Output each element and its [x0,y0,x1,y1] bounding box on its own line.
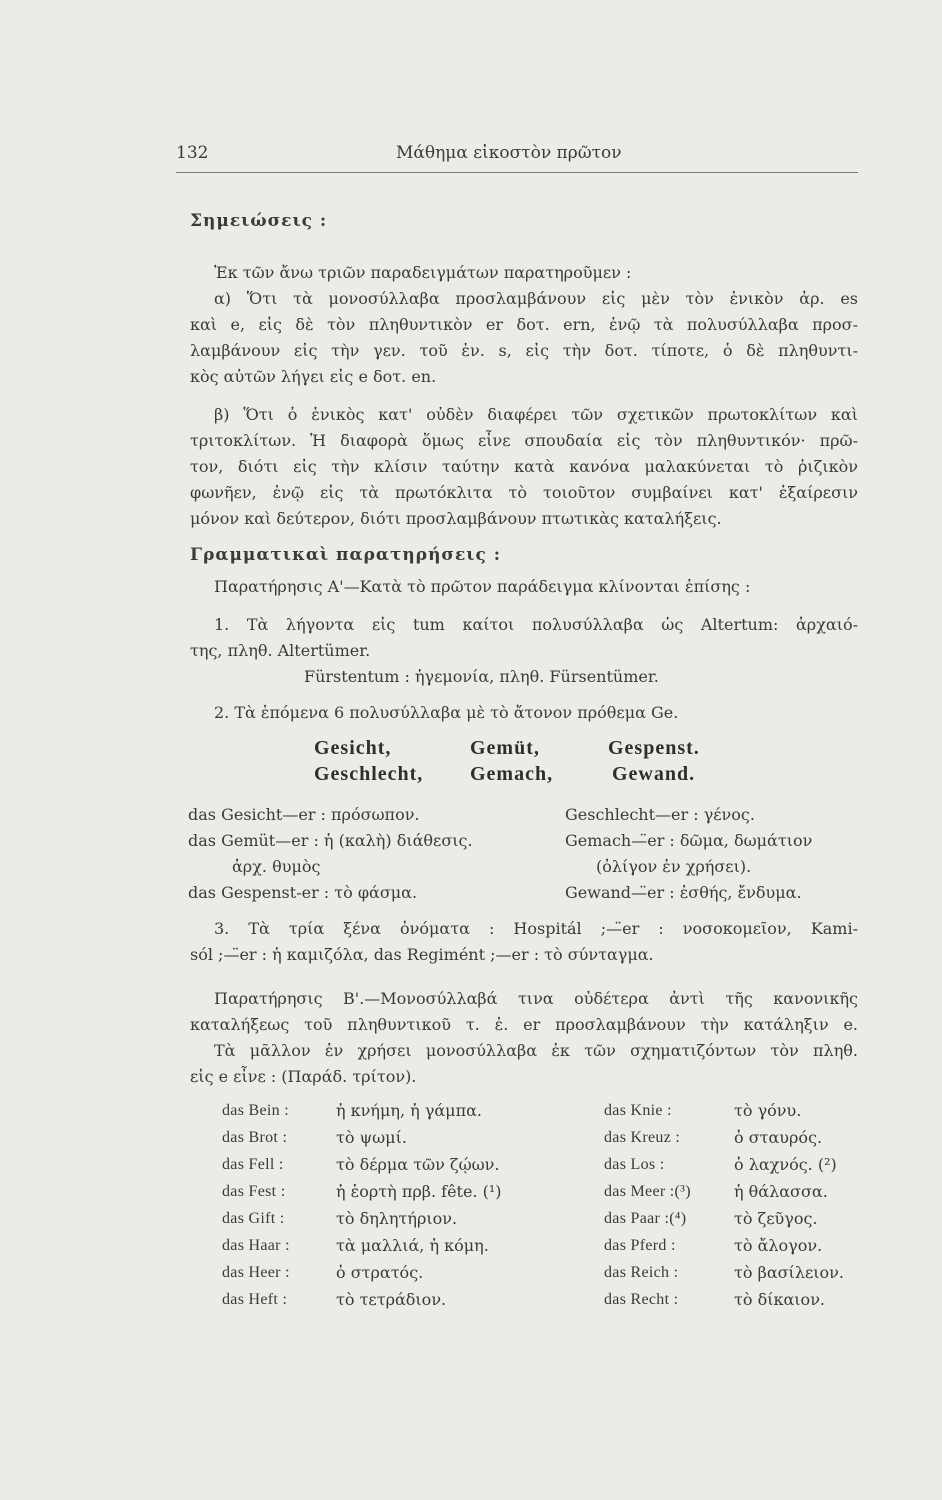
vocab-right-meaning: ὁ σταυρός. [734,1128,823,1147]
ge-word: Geschlecht, [314,763,424,785]
page-number: 132 [176,143,209,163]
vocab-left-word: das Gift : [222,1210,285,1227]
notes-heading: Σημειώσεις : [190,211,328,231]
vocab-left-word: das Heft : [222,1291,288,1308]
vocab-left-word: das Fest : [222,1183,286,1200]
vocab-right-word: das Recht : [604,1291,679,1308]
observation-b-line: Τὰ μᾶλλον ἐν χρήσει μονοσύλλαβα ἐκ τῶν σχηματιζόντων τὸν πληθ. [214,1041,858,1060]
note-a-line: κὸς αὐτῶν λήγει εἰς e δοτ. en. [190,367,437,386]
observation-b-line: εἰς e εἶνε : (Παράδ. τρίτον). [190,1067,417,1086]
vocab-left-word: das Bein : [222,1102,289,1119]
vocab-right-word: das Reich : [604,1264,679,1281]
grammar-heading: Γραμματικαὶ παρατηρήσεις : [190,545,502,565]
ge-entry-right: Geschlecht—er : γένος. [565,805,755,824]
ge-word: Gemach, [470,763,554,785]
vocab-right-meaning: ἡ θάλασσα. [734,1182,828,1201]
observation-b-line: Παρατήρησις Β'.—Μονοσύλλαβά τινα οὐδέτερα ἀντὶ τῆς κανονικῆς [214,989,858,1008]
vocab-left-word: das Fell : [222,1156,284,1173]
vocab-left-meaning: τὸ ψωμί. [336,1128,407,1147]
vocab-left-word: das Heer : [222,1264,290,1281]
ge-word: Gespenst. [608,737,700,759]
rule-3-line: 3. Τὰ τρία ξένα ὀνόματα : Hospitál ;—̈er : νοσοκομεῖον, Kami- [214,919,858,938]
vocab-right-meaning: ὁ λαχνός. (²) [734,1155,837,1174]
vocab-right-meaning: τὸ δίκαιον. [734,1290,825,1309]
vocab-left-meaning: τὸ δέρμα τῶν ζῴων. [336,1155,500,1174]
note-b-line: τον, διότι εἰς τὴν κλίσιν ταύτην κατὰ κανόνα μαλακύνεται τὸ ῥιζικὸν [190,457,858,476]
vocab-right-word: das Los : [604,1156,665,1173]
note-b-line: β) Ὅτι ὁ ἑνικὸς κατ' οὐδὲν διαφέρει τῶν σχετικῶν πρωτοκλίτων καὶ [214,405,858,424]
note-a-line: λαμβάνουν εἰς τὴν γεν. τοῦ ἑν. s, εἰς τὴν δοτ. τίποτε, ὁ δὲ πληθυντι- [190,341,858,360]
rule-3-line: sól ;—̈er : ἡ καμιζόλα, das Regimént ;—er : τὸ σύνταγμα. [190,945,654,964]
vocab-left-meaning: τὰ μαλλιά, ἡ κόμη. [336,1236,489,1255]
observation-a: Παρατήρησις Α'—Κατὰ τὸ πρῶτον παράδειγμα κλίνονται ἐπίσης : [214,577,751,596]
vocab-left-meaning: τὸ δηλητήριον. [336,1209,458,1228]
ge-entry-left: das Gemüt—er : ἡ (καλὴ) διάθεσις. [188,831,473,850]
header-rule [176,172,858,173]
note-b-line: μόνον καὶ δεύτερον, διότι προσλαμβάνουν πτωτικὰς καταλήξεις. [190,509,722,528]
ge-entry-left: das Gespenst-er : τὸ φάσμα. [188,883,418,902]
vocab-left-meaning: ἡ κνήμη, ἡ γάμπα. [336,1101,482,1120]
vocab-right-meaning: τὸ βασίλειον. [734,1263,844,1282]
ge-entry-right: Gewand—̈er : ἐσθής, ἔνδυμα. [565,883,802,902]
vocab-left-word: das Haar : [222,1237,290,1254]
note-a-line: καὶ e, εἰς δὲ τὸν πληθυντικὸν er δοτ. ern, ἐνῷ τὰ πολυσύλλαβα προσ- [190,315,858,334]
notes-intro: Ἐκ τῶν ἄνω τριῶν παραδειγμάτων παρατηροῦμεν : [214,263,632,282]
ge-word: Gemüt, [470,737,540,759]
rule-1-line: Fürstentum : ἡγεμονία, πληθ. Fürsentümer. [304,667,659,686]
note-a-line: α) Ὅτι τὰ μονοσύλλαβα προσλαμβάνουν εἰς μὲν τὸν ἑνικὸν ἀρ. es [214,289,858,308]
vocab-right-meaning: τὸ ζεῦγος. [734,1209,818,1228]
ge-word: Gewand. [612,763,696,785]
ge-entry-left: ἀρχ. θυμὸς [232,857,321,876]
observation-b-line: καταλήξεως τοῦ πληθυντικοῦ τ. ἐ. er προσλαμβάνουν τὴν κατάληξιν e. [190,1015,858,1034]
rule-1-line: της, πληθ. Altertümer. [190,641,371,660]
rule-2: 2. Τὰ ἑπόμενα 6 πολυσύλλαβα μὲ τὸ ἄτονον πρόθεμα Ge. [214,703,679,722]
page-header [176,143,858,171]
note-b-line: φωνῆεν, ἐνῷ εἰς τὰ πρωτόκλιτα τὸ τοιοῦτον συμβαίνει κατ' ἐξαίρεσιν [190,483,858,502]
vocab-left-meaning: τὸ τετράδιον. [336,1290,447,1309]
running-title: Μάθημα εἰκοστὸν πρῶτον [396,143,622,163]
vocab-right-word: das Meer :(³) [604,1183,691,1200]
ge-entry-left: das Gesicht—er : πρόσωπον. [188,805,420,824]
ge-entry-right: (ὀλίγον ἐν χρήσει). [596,857,752,876]
vocab-left-word: das Brot : [222,1129,288,1146]
rule-1-line: 1. Τὰ λήγοντα εἰς tum καίτοι πολυσύλλαβα ὡς Altertum: ἀρχαιό- [214,615,858,634]
vocab-left-meaning: ἡ ἑορτὴ πρβ. fête. (¹) [336,1182,502,1201]
vocab-left-meaning: ὁ στρατός. [336,1263,424,1282]
vocab-right-meaning: τὸ γόνυ. [734,1101,802,1120]
vocab-right-word: das Kreuz : [604,1129,681,1146]
note-b-line: τριτοκλίτων. Ἡ διαφορὰ ὅμως εἶνε σπουδαία εἰς τὸν πληθυντικόν· πρῶ- [190,431,858,450]
vocab-right-meaning: τὸ ἄλογον. [734,1236,823,1255]
vocab-right-word: das Pferd : [604,1237,676,1254]
ge-entry-right: Gemach—̈er : δῶμα, δωμάτιον [565,831,813,850]
vocab-right-word: das Knie : [604,1102,672,1119]
ge-word: Gesicht, [314,737,392,759]
vocab-right-word: das Paar :(⁴) [604,1210,687,1227]
